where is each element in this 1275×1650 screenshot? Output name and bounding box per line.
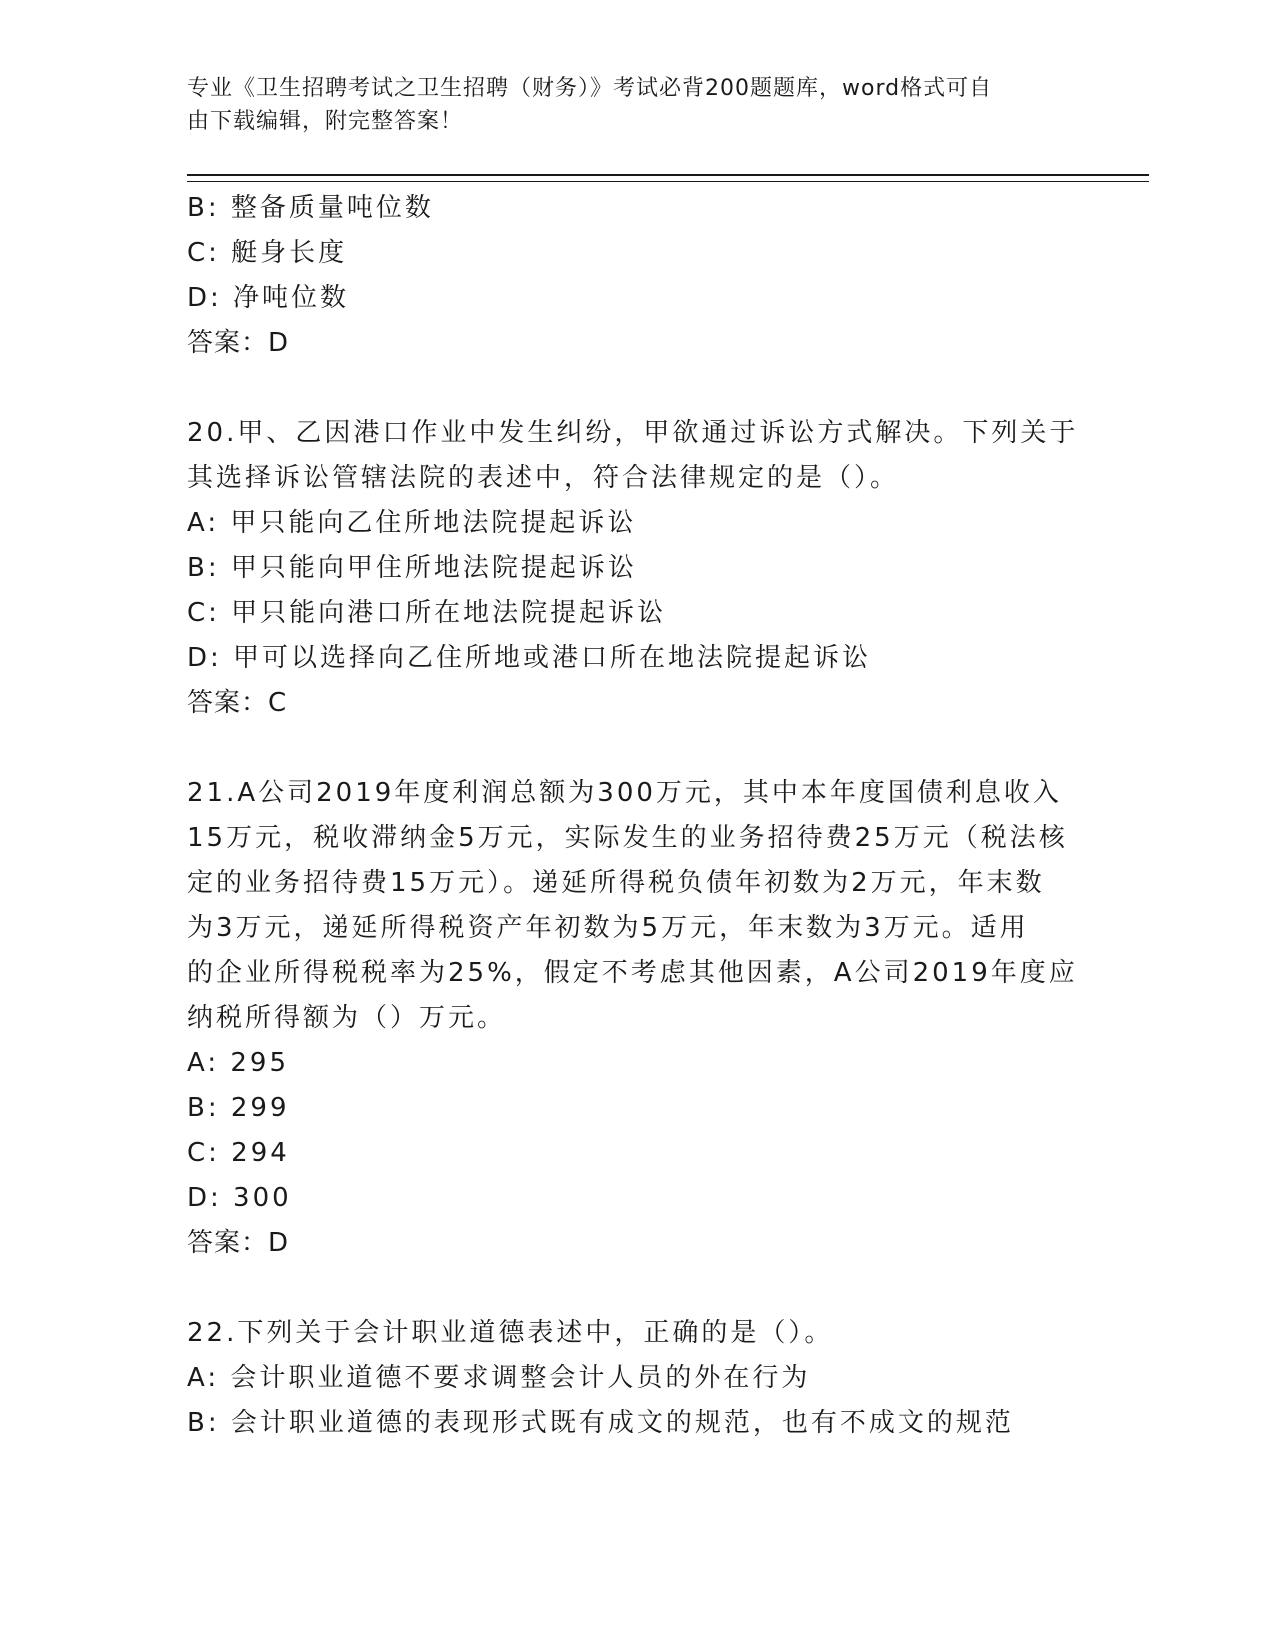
question-stem: 为3万元，递延所得税资产年初数为5万元，年末数为3万元。适用 [187, 913, 1029, 943]
header-line-1: 专业《卫生招聘考试之卫生招聘（财务）》考试必背200题题库，word格式可自 [187, 76, 993, 101]
option-b: B: 299 [187, 1093, 290, 1123]
question-21 [187, 771, 1087, 1266]
header-line-2: 由下载编辑，附完整答案！ [187, 109, 464, 134]
option-a: A: 甲只能向乙住所地法院提起诉讼 [187, 508, 637, 538]
answer: 答案：D [187, 328, 290, 358]
document-header [187, 72, 1067, 138]
question-stem: 的企业所得税税率为25%，假定不考虑其他因素，A公司2019年度应 [187, 958, 1078, 988]
option-a: A: 295 [187, 1048, 289, 1078]
question-stem: 22.下列关于会计职业道德表述中，正确的是（）。 [187, 1318, 834, 1348]
answer: 答案：C [187, 688, 288, 718]
header-divider-thick [187, 174, 1149, 176]
question-stem: 其选择诉讼管辖法院的表述中，符合法律规定的是（）。 [187, 463, 900, 493]
spacer [187, 366, 1087, 411]
option-d: D: 净吨位数 [187, 283, 350, 313]
question-22 [187, 1311, 1087, 1446]
spacer [187, 726, 1087, 771]
option-b: B: 会计职业道德的表现形式既有成文的规范，也有不成文的规范 [187, 1408, 1014, 1438]
question-list [187, 186, 1087, 1446]
spacer [187, 1266, 1087, 1311]
option-d: D: 300 [187, 1183, 292, 1213]
header-divider-thin [187, 181, 1149, 182]
option-b: B: 整备质量吨位数 [187, 193, 434, 223]
option-b: B: 甲只能向甲住所地法院提起诉讼 [187, 553, 637, 583]
question-stem: 纳税所得额为（）万元。 [187, 1003, 507, 1033]
option-a: A: 会计职业道德不要求调整会计人员的外在行为 [187, 1363, 811, 1393]
answer: 答案：D [187, 1228, 290, 1258]
question-19-tail [187, 186, 1087, 366]
question-stem: 定的业务招待费15万元）。递延所得税负债年初数为2万元，年末数 [187, 868, 1045, 898]
option-d: D: 甲可以选择向乙住所地或港口所在地法院提起诉讼 [187, 643, 872, 673]
question-stem: 21.A公司2019年度利润总额为300万元，其中本年度国债利息收入 [187, 778, 1062, 808]
option-c: C: 294 [187, 1138, 290, 1168]
question-20 [187, 411, 1087, 726]
question-stem: 20.甲、乙因港口作业中发生纠纷，甲欲通过诉讼方式解决。下列关于 [187, 418, 1079, 448]
option-c: C: 艇身长度 [187, 238, 348, 268]
question-stem: 15万元，税收滞纳金5万元，实际发生的业务招待费25万元（税法核 [187, 823, 1068, 853]
option-c: C: 甲只能向港口所在地法院提起诉讼 [187, 598, 667, 628]
